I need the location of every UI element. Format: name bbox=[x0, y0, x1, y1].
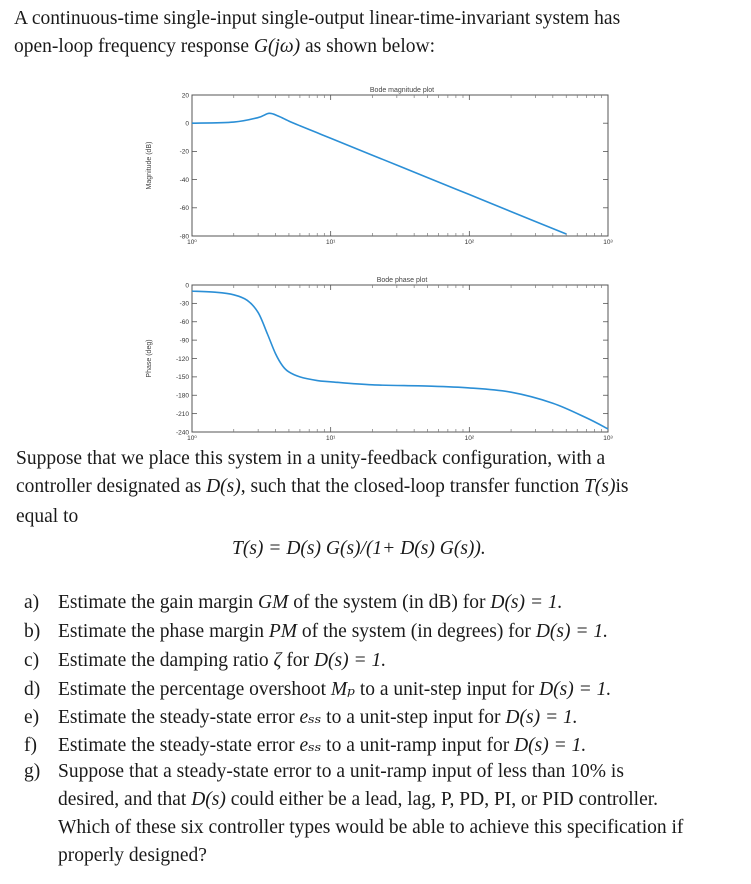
question-label: a) bbox=[24, 592, 40, 613]
question-text bbox=[58, 648, 386, 674]
question-text bbox=[58, 619, 608, 645]
question-g-text-b: could either be a lead, lag, P, PD, PI, or PID controller. bbox=[225, 789, 659, 810]
y-tick-label: -240 bbox=[175, 429, 189, 437]
question-part-cond: D(s) = 1. bbox=[313, 650, 387, 671]
question-label: e) bbox=[24, 707, 40, 728]
question-text bbox=[58, 590, 563, 616]
x-tick-label: 10¹ bbox=[325, 239, 336, 246]
y-tick-label: 20 bbox=[181, 92, 189, 100]
x-tick-label: 10³ bbox=[603, 435, 613, 442]
question-g-text-a: desired, and that bbox=[58, 789, 192, 810]
y-tick-label: -120 bbox=[175, 355, 189, 363]
question-label: c) bbox=[24, 650, 40, 671]
question-part-post: to a unit-ramp input for bbox=[321, 735, 515, 756]
question-part-cond: D(s) = 1. bbox=[505, 707, 578, 728]
question-part-pre: Estimate the damping ratio bbox=[58, 650, 274, 671]
question-text bbox=[58, 705, 578, 731]
question-label: d) bbox=[24, 679, 41, 700]
question-part-pre: Estimate the percentage overshoot bbox=[58, 679, 331, 700]
x-tick-label: 10¹ bbox=[325, 435, 336, 442]
question-part-pre: Estimate the steady-state error bbox=[58, 707, 300, 728]
y-tick-label: -60 bbox=[179, 205, 189, 213]
question-g-line-1: Suppose that a steady-state error to a unit-ramp input of less than 10% is bbox=[58, 761, 624, 782]
y-tick-label: -210 bbox=[175, 410, 189, 418]
y-tick-label: -30 bbox=[179, 300, 189, 308]
suppose-line-3: equal to bbox=[16, 506, 79, 527]
y-tick-label: -90 bbox=[179, 337, 189, 345]
question-g-line-4: properly designed? bbox=[58, 845, 207, 866]
question-part-cond: D(s) = 1. bbox=[490, 592, 563, 613]
x-tick-label: 10² bbox=[464, 435, 475, 442]
bode-phase-plot bbox=[146, 277, 614, 442]
question-part-m: PM bbox=[268, 621, 297, 642]
question-part-cond: D(s) = 1. bbox=[535, 621, 609, 642]
intro-line-1: A continuous-time single-input single-output linear-time-invariant system has bbox=[14, 8, 621, 29]
y-tick-label: -80 bbox=[179, 233, 189, 241]
suppose-text-c: is bbox=[615, 476, 629, 497]
question-part-post: of the system (in degrees) for bbox=[297, 621, 536, 642]
magnitude-axis-label: Magnitude (dB) bbox=[146, 141, 153, 190]
bode-magnitude-plot bbox=[146, 87, 614, 246]
phase-axis-label: Phase (deg) bbox=[146, 339, 153, 378]
controller-symbol: D(s) bbox=[206, 476, 241, 497]
question-part-pre: Estimate the gain margin bbox=[58, 592, 259, 613]
y-tick-label: -20 bbox=[179, 148, 189, 156]
question-part-m: GM bbox=[258, 592, 289, 613]
intro-text-end: as shown below: bbox=[300, 36, 436, 57]
question-part-pre: Estimate the phase margin bbox=[58, 621, 269, 642]
question-part-m: ζ bbox=[273, 650, 282, 671]
x-tick-label: 10² bbox=[464, 239, 475, 246]
question-part-post: of the system (in dB) for bbox=[288, 592, 491, 613]
question-part-cond: D(s) = 1. bbox=[539, 679, 612, 700]
frequency-response-symbol: G(jω) bbox=[253, 36, 301, 57]
question-part-post: to a unit-step input for bbox=[321, 707, 506, 728]
question-part-m: eₛₛ bbox=[299, 707, 322, 728]
magnitude-plot-title: Bode magnitude plot bbox=[369, 87, 435, 94]
question-part-m: eₛₛ bbox=[299, 735, 322, 756]
x-tick-label: 10³ bbox=[603, 239, 613, 246]
question-part-m: Mₚ bbox=[330, 679, 355, 700]
intro-text: open-loop frequency response bbox=[14, 36, 254, 57]
question-part-post: for bbox=[281, 650, 314, 671]
y-tick-label: -40 bbox=[179, 176, 189, 184]
y-tick-label: -150 bbox=[175, 374, 189, 382]
question-part-pre: Estimate the steady-state error bbox=[58, 735, 300, 756]
question-g-controller-symbol: D(s) bbox=[191, 789, 226, 810]
question-g-line-3: Which of these six controller types would be able to achieve this specification if bbox=[58, 817, 684, 838]
y-tick-label: 0 bbox=[185, 120, 189, 128]
magnitude-plot-frame bbox=[192, 95, 608, 236]
question-label: f) bbox=[24, 735, 37, 756]
closed-loop-equation bbox=[232, 536, 486, 562]
x-tick-label: 10⁰ bbox=[187, 435, 197, 442]
x-tick-label: 10⁰ bbox=[187, 239, 197, 246]
suppose-text-b: , such that the closed-loop transfer function bbox=[240, 476, 585, 497]
question-label: b) bbox=[24, 621, 41, 642]
question-text bbox=[58, 733, 586, 759]
equation-text: T(s) = D(s) G(s)/(1+ D(s) G(s)). bbox=[232, 538, 486, 559]
question-part-post: to a unit-step input for bbox=[354, 679, 540, 700]
closed-loop-symbol: T(s) bbox=[584, 476, 616, 497]
y-tick-label: -60 bbox=[179, 319, 189, 327]
y-tick-label: -180 bbox=[175, 392, 189, 400]
question-part-cond: D(s) = 1. bbox=[514, 735, 587, 756]
suppose-text-a: controller designated as bbox=[16, 476, 207, 497]
question-g-label: g) bbox=[24, 761, 41, 782]
phase-plot-title: Bode phase plot bbox=[376, 277, 428, 284]
suppose-line-1: Suppose that we place this system in a unity-feedback configuration, with a bbox=[16, 448, 606, 469]
question-g-line-2 bbox=[58, 787, 658, 813]
suppose-line-2 bbox=[16, 474, 629, 500]
question-text bbox=[58, 677, 611, 703]
y-tick-label: 0 bbox=[185, 282, 189, 290]
